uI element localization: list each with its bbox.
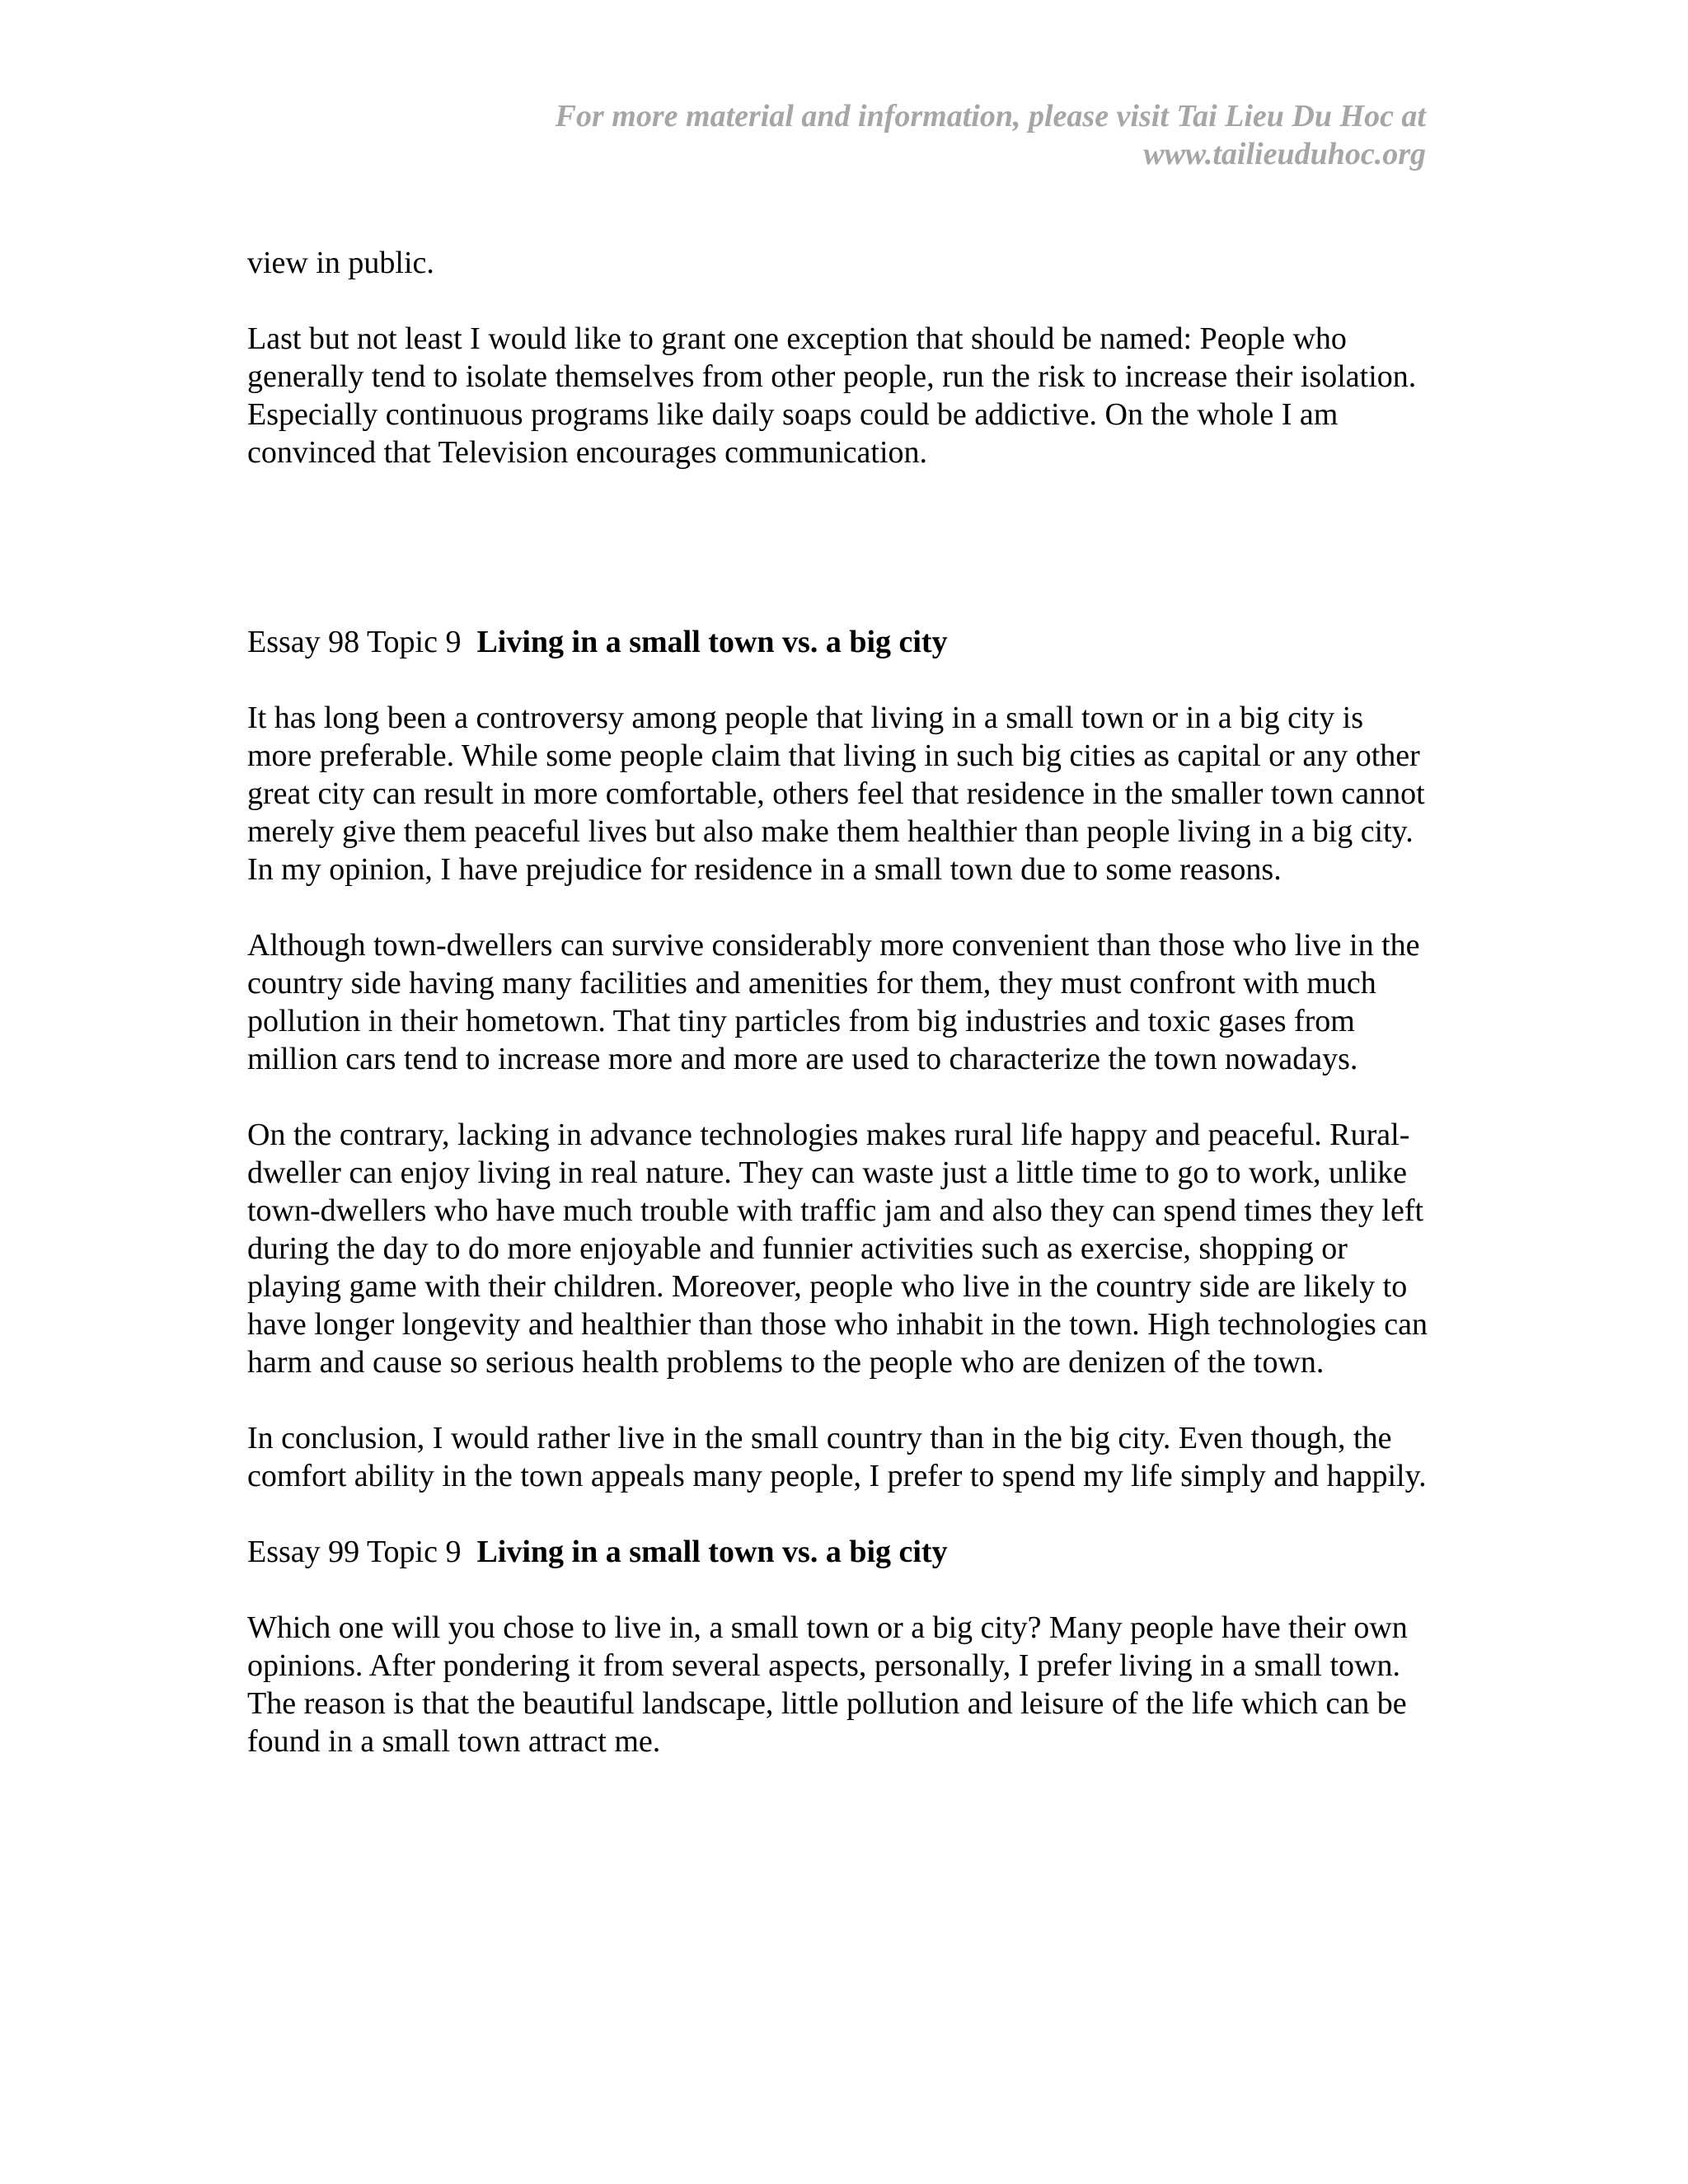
essay-98-paragraph-2: Although town-dwellers can survive considerably more convenient than those who live in the country side having many facilities and amenities for them, they must confront with much pollution in their hometown. That tiny particles from big industries and toxic gases from million cars tend to increase more and more are used to characterize the town nowadays.: [247, 928, 1420, 1076]
essay-98-paragraph-3: On the contrary, lacking in advance technologies makes rural life happy and peaceful. Rural-dweller can enjoy living in real nature. They can waste just a little time to go to work, unlike town-dwellers who have much trouble with traffic jam and also they can spend times they left during the day to do more enjoyable and funnier activities such as exercise, shopping or playing game with their children. Moreover, people who live in the country side are likely to have longer longevity and healthier than those who inhabit in the town. High technologies can harm and cause so serious health problems to the people who are denizen of the town.: [247, 1118, 1428, 1380]
essay-98-paragraph-4: In conclusion, I would rather live in the small country than in the big city. Even though, the comfort ability in the town appeals many people, I prefer to spend my life simply and happily.: [247, 1421, 1427, 1493]
document-body: [247, 244, 1434, 1760]
essay-99-label: Essay 99 Topic 9: [247, 1535, 462, 1569]
essay-98-heading: [247, 623, 1434, 661]
header-line-1: For more material and information, please visit Tai Lieu Du Hoc at: [555, 99, 1426, 134]
essay-98-title: Living in a small town vs. a big city: [476, 625, 948, 659]
essay-99-title: Living in a small town vs. a big city: [476, 1535, 948, 1569]
page-header: [190, 97, 1426, 173]
essay-98-paragraph-1: It has long been a controversy among people that living in a small town or in a big city is more preferable. While some people claim that living in such big cities as capital or any other great city can result in more comfortable, others feel that residence in the smaller town cannot merely give them peaceful lives but also make them healthier than people living in a big city. In my opinion, I have prejudice for residence in a small town due to some reasons.: [247, 701, 1425, 887]
header-website: www.tailieuduhoc.org: [1143, 137, 1426, 171]
continued-paragraph: view in public.: [247, 246, 434, 280]
essay-98-label: Essay 98 Topic 9: [247, 625, 462, 659]
essay-99-heading: [247, 1533, 1434, 1571]
closing-paragraph: Last but not least I would like to grant one exception that should be named: People who generally tend to isolate themselves from other people, run the risk to increase their isolation. Especially continuous programs like daily soaps could be addictive. On the whole I am convinced that Television encourages communication.: [247, 321, 1417, 470]
essay-99-paragraph-1: Which one will you chose to live in, a small town or a big city? Many people have their own opinions. After pondering it from several aspects, personally, I prefer living in a small town. The reason is that the beautiful landscape, little pollution and leisure of the life which can be found in a small town attract me.: [247, 1610, 1408, 1759]
